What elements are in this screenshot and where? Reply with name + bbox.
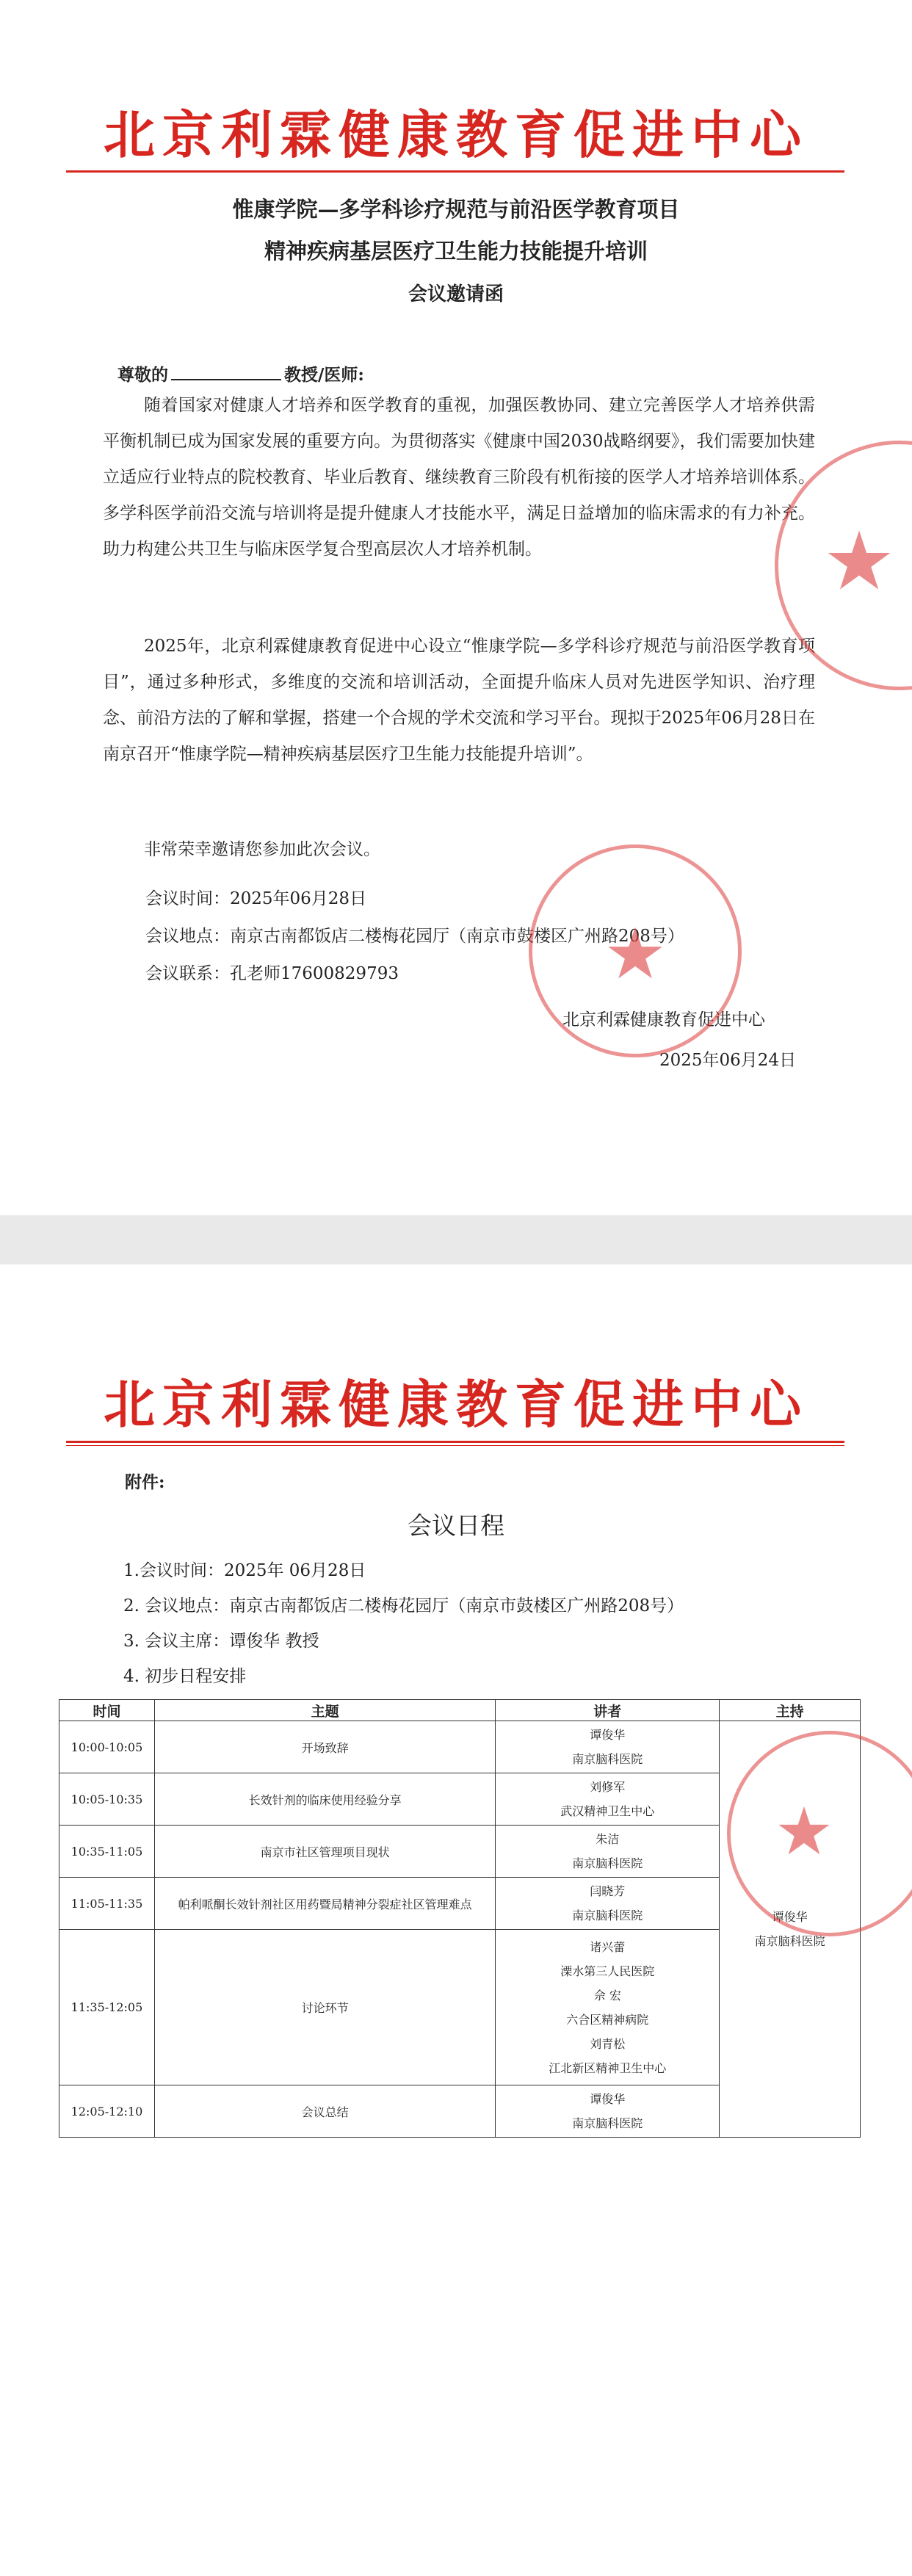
- agenda-chair: 3. 会议主席：谭俊华 教授: [123, 1632, 319, 1651]
- seam-seal-star-icon: ★: [822, 514, 896, 608]
- row-time: 10:35-11:05: [59, 1826, 155, 1878]
- speaker-affiliation: 溧水第三人民医院: [560, 1964, 655, 1978]
- agenda-schedule-label: 4. 初步日程安排: [123, 1667, 247, 1686]
- row-topic: 帕利哌酮长效针剂社区用药暨局精神分裂症社区管理难点: [154, 1878, 496, 1930]
- agenda-page: [0, 1265, 912, 2576]
- row-time: 11:35-12:05: [59, 1930, 155, 2085]
- row-speakers: [496, 1721, 720, 1773]
- row-topic: 讨论环节: [154, 1930, 496, 2085]
- meeting-contact: 会议联系：孔老师17600829793: [145, 964, 399, 983]
- seal-star-icon: ★: [603, 913, 667, 995]
- row-topic: 会议总结: [154, 2085, 496, 2138]
- meeting-place: 会议地点：南京古南都饭店二楼梅花园厅（南京市鼓楼区广州路208号）: [145, 927, 684, 946]
- row-speakers: [496, 1773, 720, 1826]
- header-host: 主持: [720, 1700, 861, 1721]
- row-topic: 长效针剂的临床使用经验分享: [154, 1773, 496, 1826]
- letterhead-title-2: 北京利霖健康教育促进中心: [104, 1374, 808, 1435]
- agenda-seal-star-icon: ★: [774, 1793, 834, 1870]
- project-paragraph: 2025年，北京利霖健康教育促进中心设立“惟康学院—多学科诊疗规范与前沿医学教育项目”，通过多种形式，多维度的交流和培训活动，全面提升临床人员对先进医学知识、治疗理念、前沿方法的了解和掌握，搭建一个合规的学术交流和学习平台。现拟于2025年06月28日在南京召开“惟康学院—精神疾病基层医疗卫生能力技能提升培训”。: [103, 637, 815, 764]
- speaker-name: 佘 宏: [593, 1988, 621, 2002]
- salutation: [117, 361, 364, 386]
- speaker-name: 朱洁: [596, 1832, 620, 1846]
- attachment-label: 附件:: [125, 1472, 165, 1492]
- letterhead-title: 北京利霖健康教育促进中心: [104, 104, 808, 165]
- agenda-place: 2. 会议地点：南京古南都饭店二楼梅花园厅（南京市鼓楼区广州路208号）: [123, 1596, 684, 1616]
- host-affiliation: 南京脑科医院: [754, 1934, 825, 1948]
- row-time: 11:05-11:35: [59, 1878, 155, 1930]
- intro-paragraph: 随着国家对健康人才培养和医学教育的重视，加强医教协同、建立完善医学人才培养供需平衡机制已成为国家发展的重要方向。为贯彻落实《健康中国2030战略纲要》，我们需要加快建立适应行业特点的院校教育、毕业后教育、继续教育三阶段有机衔接的医学人才培养培训体系。多学科医学前沿交流与培训将是提升健康人才技能水平，满足日益增加的临床需求的有力补充。助力构建公共卫生与临床医学复合型高层次人才培养机制。: [103, 396, 815, 559]
- speaker-name: 谭俊华: [590, 1728, 626, 1742]
- row-time: 10:00-10:05: [59, 1721, 155, 1773]
- header-topic: 主题: [154, 1700, 496, 1721]
- row-topic: 南京市社区管理项目现状: [154, 1826, 496, 1878]
- speaker-affiliation: 江北新区精神卫生中心: [549, 2061, 667, 2075]
- row-speakers: [496, 2085, 720, 2138]
- speaker-name: 诸兴蕾: [590, 1939, 626, 1954]
- speaker-affiliation: 南京脑科医院: [572, 2116, 643, 2130]
- speaker-affiliation: 南京脑科医院: [572, 1856, 643, 1870]
- table-row: [59, 1721, 861, 1773]
- speaker-name: 谭俊华: [590, 2092, 626, 2106]
- row-topic: 开场致辞: [154, 1721, 496, 1773]
- signature-organization: 北京利霖健康教育促进中心: [562, 1010, 765, 1030]
- signature-date: 2025年06月24日: [659, 1051, 797, 1070]
- meeting-time: 会议时间：2025年06月28日: [145, 889, 367, 908]
- speaker-name: 刘修军: [590, 1780, 626, 1794]
- agenda-title: 会议日程: [408, 1511, 504, 1540]
- name-blank: [171, 363, 281, 380]
- speaker-name: 闫晓芳: [590, 1884, 626, 1898]
- speaker-affiliation: 南京脑科医院: [572, 1752, 643, 1766]
- salutation-prefix: 尊敬的: [117, 365, 168, 385]
- invite-paragraph: 非常荣幸邀请您参加此次会议。: [144, 840, 380, 859]
- letterhead-rule-thin: [66, 1445, 844, 1446]
- letterhead-rule-2: [66, 1441, 844, 1443]
- training-title: 精神疾病基层医疗卫生能力技能提升培训: [264, 239, 648, 264]
- row-time: 12:05-12:10: [59, 2085, 155, 2138]
- invitation-page: [0, 0, 912, 1215]
- row-speakers: [496, 1878, 720, 1930]
- salutation-suffix: 教授/医师:: [284, 365, 364, 385]
- project-title: 惟康学院—多学科诊疗规范与前沿医学教育项目: [232, 197, 680, 222]
- header-speaker: 讲者: [496, 1700, 720, 1721]
- schedule-header-row: [59, 1700, 861, 1721]
- official-seal: [529, 844, 742, 1057]
- speaker-name: 刘青松: [590, 2036, 626, 2051]
- row-speakers: [496, 1826, 720, 1878]
- schedule-table: [59, 1699, 861, 2138]
- invitation-heading: 会议邀请函: [408, 283, 504, 305]
- host-name: 谭俊华: [772, 1910, 808, 1924]
- row-time: 10:05-10:35: [59, 1773, 155, 1826]
- header-time: 时间: [59, 1700, 155, 1721]
- speaker-affiliation: 南京脑科医院: [572, 1909, 643, 1922]
- speaker-affiliation: 武汉精神卫生中心: [560, 1804, 655, 1818]
- speaker-affiliation: 六合区精神病院: [566, 2012, 649, 2027]
- letterhead-rule: [66, 170, 844, 173]
- row-speakers: [496, 1930, 720, 2085]
- agenda-time: 1.会议时间：2025年 06月28日: [123, 1561, 366, 1580]
